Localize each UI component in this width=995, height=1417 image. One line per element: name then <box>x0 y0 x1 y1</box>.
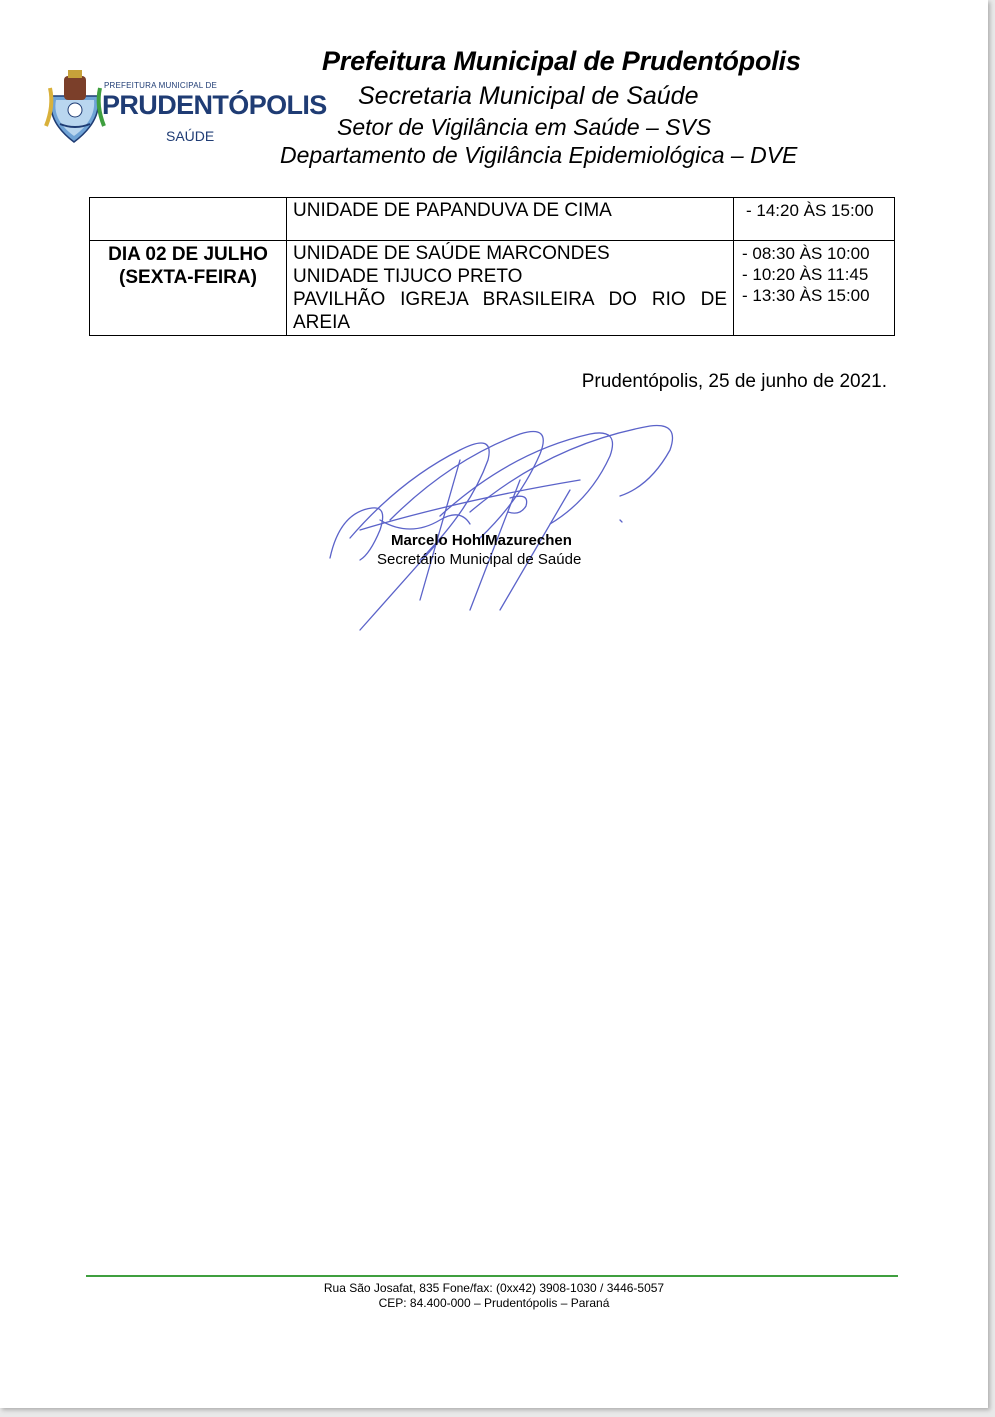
day-cell <box>90 241 287 336</box>
places-cell <box>287 198 734 241</box>
place-item: UNIDADE DE SAÚDE MARCONDES <box>293 243 610 264</box>
table-row <box>90 198 895 241</box>
day-label: DIA 02 DE JULHO <box>108 244 268 265</box>
municipal-logo <box>44 66 327 150</box>
time-item: - 10:20 ÀS 11:45 <box>742 265 869 284</box>
weekday-label: (SEXTA-FEIRA) <box>119 267 257 288</box>
header-secretariat: Secretaria Municipal de Saúde <box>358 82 699 110</box>
header-sector: Setor de Vigilância em Saúde – SVS <box>337 114 712 140</box>
times-cell <box>734 241 895 336</box>
handwritten-signature-icon <box>320 420 690 640</box>
time-item: - 08:30 ÀS 10:00 <box>742 244 870 263</box>
place-item: UNIDADE TIJUCO PRETO <box>293 266 523 287</box>
logo-small-text: PREFEITURA MUNICIPAL DE <box>104 81 218 90</box>
place-and-date: Prudentópolis, 25 de junho de 2021. <box>581 371 887 392</box>
places-cell <box>287 241 734 336</box>
header-department: Departamento de Vigilância Epidemiológica – DVE <box>280 142 798 168</box>
times-cell <box>734 198 895 241</box>
signer-name: Marcelo HohlMazurechen <box>391 532 572 549</box>
logo-city-name: PRUDENTÓPOLIS <box>102 90 327 120</box>
footer-divider <box>86 1275 898 1277</box>
coat-of-arms-icon <box>44 66 106 146</box>
time-item: - 14:20 ÀS 15:00 <box>746 201 874 220</box>
footer-postal: CEP: 84.400-000 – Prudentópolis – Paraná <box>378 1296 610 1310</box>
place-item: UNIDADE DE PAPANDUVA DE CIMA <box>293 200 612 221</box>
place-item: PAVILHÃO IGREJA BRASILEIRA DO RIO DE AREIA <box>293 289 727 333</box>
table-row <box>90 241 895 336</box>
day-cell <box>90 198 287 241</box>
footer-address: Rua São Josafat, 835 Fone/fax: (0xx42) 3908-1030 / 3446-5057 <box>323 1281 665 1295</box>
schedule-table <box>89 197 895 336</box>
header-title: Prefeitura Municipal de Prudentópolis <box>322 46 801 76</box>
signer-role: Secretário Municipal de Saúde <box>377 551 582 568</box>
logo-department: SAÚDE <box>166 128 215 144</box>
time-item: - 13:30 ÀS 15:00 <box>742 286 870 305</box>
